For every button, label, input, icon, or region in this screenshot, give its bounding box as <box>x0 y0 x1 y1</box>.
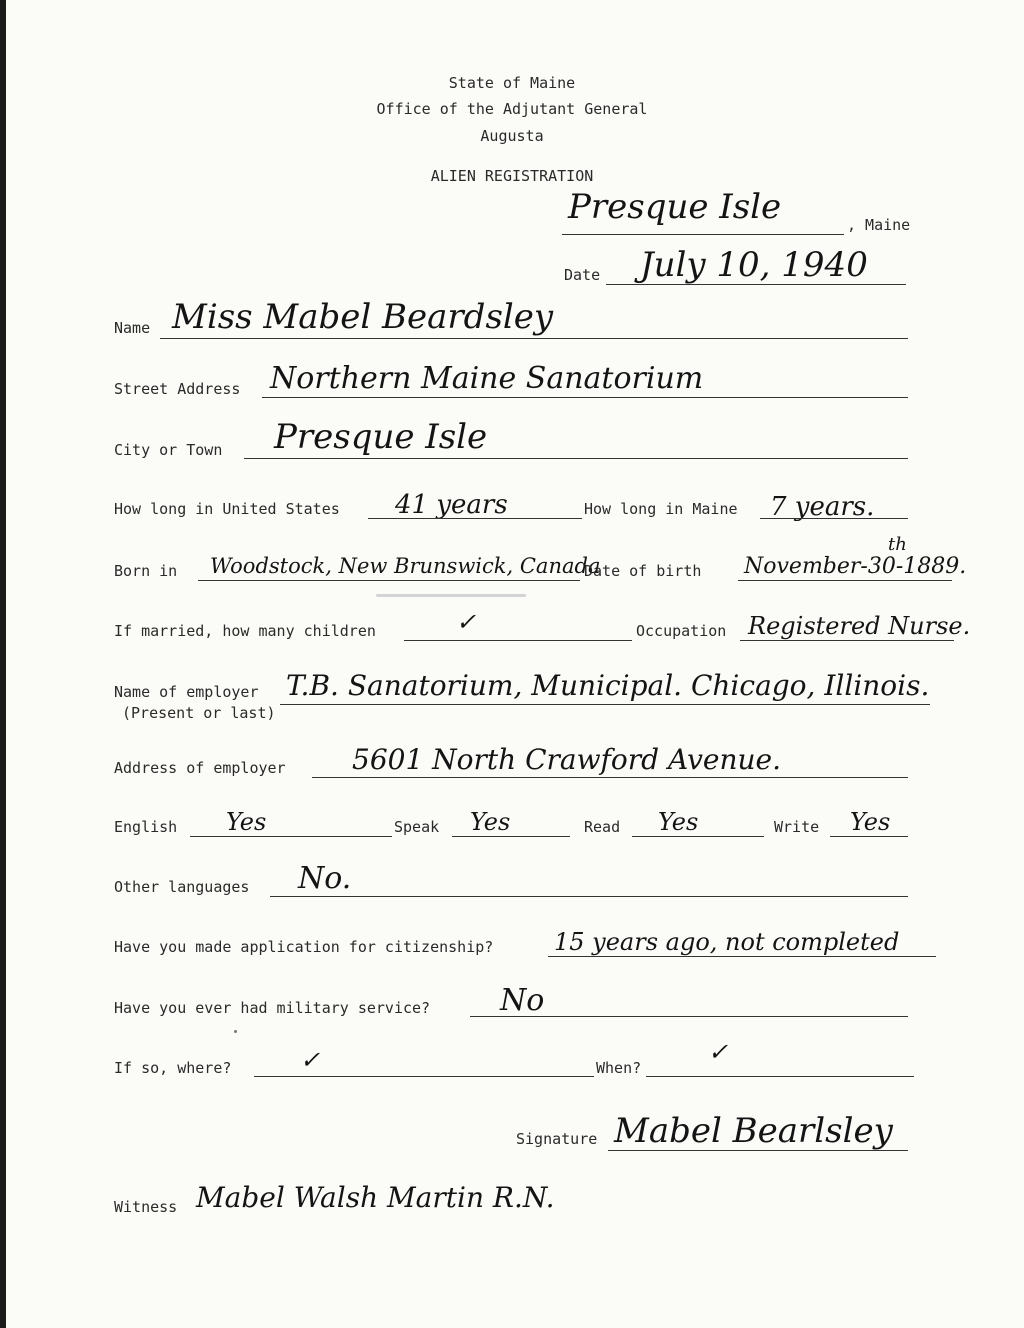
us-stay-value: 41 years <box>395 490 508 520</box>
citizenship-label: Have you made application for citizenship? <box>114 938 494 956</box>
english-label: English <box>114 818 178 836</box>
born-label: Born in <box>114 562 178 580</box>
employer-address-label: Address of employer <box>114 759 286 777</box>
children-value: ✓ <box>456 608 477 636</box>
us-stay-label: How long in United States <box>114 500 340 518</box>
where-label: If so, where? <box>114 1059 232 1077</box>
street-value: Northern Maine Sanatorium <box>270 361 704 396</box>
scan-edge <box>0 0 6 1328</box>
other-languages-label: Other languages <box>114 878 250 896</box>
office-heading: Office of the Adjutant General <box>376 100 648 118</box>
date-value: July 10, 1940 <box>640 245 868 285</box>
military-label: Have you ever had military service? <box>114 999 431 1017</box>
city-heading: Augusta <box>480 127 544 145</box>
place-value: Presque Isle <box>568 187 782 227</box>
witness-value: Mabel Walsh Martin R.N. <box>196 1181 555 1214</box>
english-value: Yes <box>226 808 267 836</box>
maine-stay-label: How long in Maine <box>584 500 738 518</box>
form-title: ALIEN REGISTRATION <box>430 167 594 185</box>
when-value: ✓ <box>708 1038 729 1066</box>
state-heading: State of Maine <box>448 74 576 92</box>
speak-label: Speak <box>394 818 440 836</box>
children-label: If married, how many children <box>114 622 376 640</box>
citizenship-value: 15 years ago, not completed <box>554 928 900 956</box>
employer-sublabel: (Present or last) <box>122 704 276 722</box>
occupation-label: Occupation <box>636 622 727 640</box>
city-town-label: City or Town <box>114 441 223 459</box>
write-value: Yes <box>850 808 891 836</box>
signature-label: Signature <box>516 1130 598 1148</box>
dob-suffix: th <box>888 534 907 555</box>
witness-label: Witness <box>114 1198 178 1216</box>
city-town-value: Presque Isle <box>274 417 488 457</box>
born-value: Woodstock, New Brunswick, Canada <box>210 554 601 578</box>
date-label: Date <box>564 266 601 284</box>
dob-label: Date of birth <box>584 562 702 580</box>
read-label: Read <box>584 818 621 836</box>
maine-label: , Maine <box>847 216 911 234</box>
name-label: Name <box>114 319 151 337</box>
name-value: Miss Mabel Beardsley <box>172 297 554 337</box>
employer-address-value: 5601 North Crawford Avenue. <box>352 743 781 776</box>
employer-value: T.B. Sanatorium, Municipal. Chicago, Illinois. <box>286 669 930 702</box>
military-value: No <box>500 983 545 1018</box>
write-label: Write <box>774 818 820 836</box>
speak-value: Yes <box>470 808 511 836</box>
occupation-value: Registered Nurse. <box>748 612 971 640</box>
maine-stay-value: 7 years. <box>770 492 875 522</box>
where-value: ✓ <box>300 1046 321 1074</box>
employer-label: Name of employer <box>114 683 259 701</box>
signature-value: Mabel Bearlsley <box>614 1111 893 1151</box>
read-value: Yes <box>658 808 699 836</box>
other-languages-value: No. <box>298 861 352 896</box>
street-label: Street Address <box>114 380 241 398</box>
dob-value: November-30-1889. <box>744 554 967 579</box>
when-label: When? <box>596 1059 642 1077</box>
